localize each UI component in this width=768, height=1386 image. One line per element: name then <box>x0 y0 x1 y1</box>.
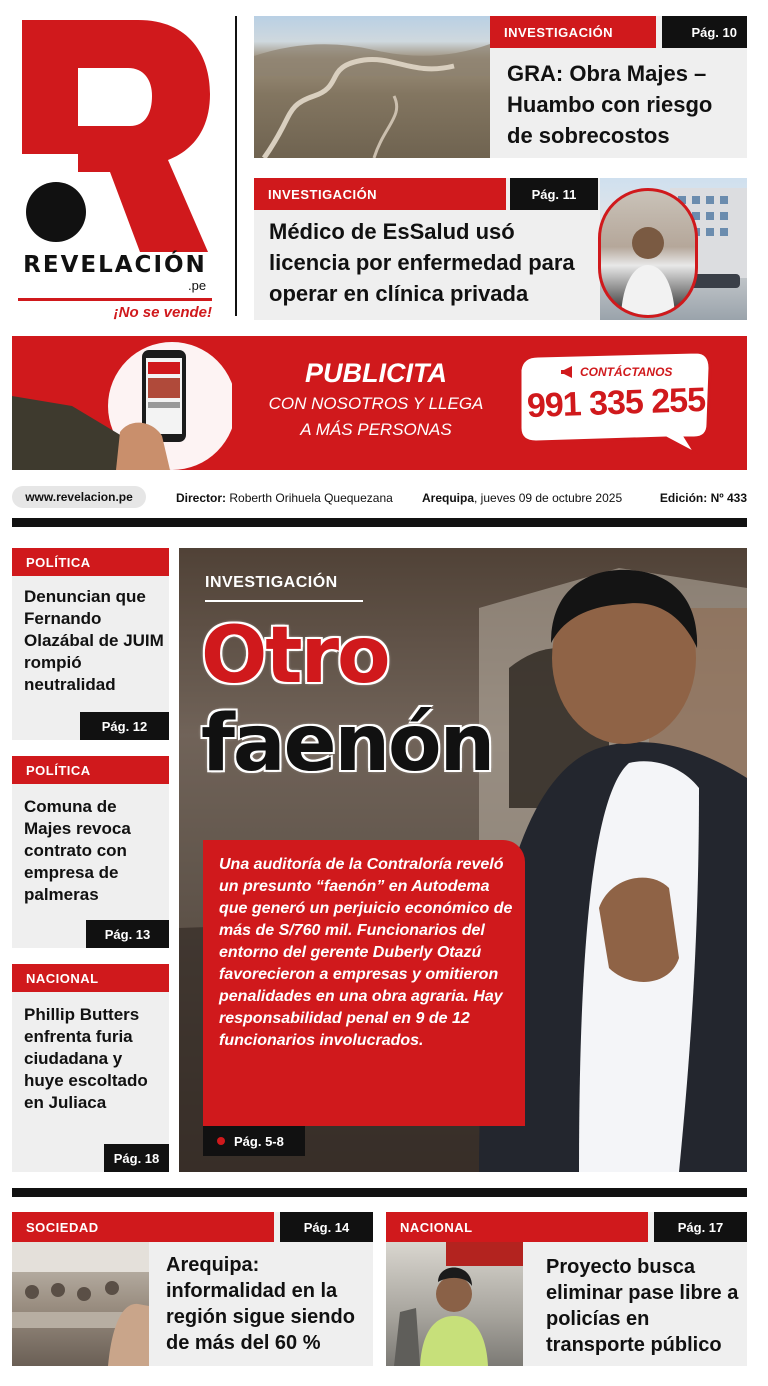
page-ref[interactable]: Pág. 18 <box>104 1144 169 1172</box>
section-tag: NACIONAL <box>12 964 169 992</box>
info-bar <box>12 482 747 512</box>
edition-label: Edición: <box>659 491 708 505</box>
ad-contact-label: CONTÁCTANOS <box>580 365 673 379</box>
ad-line2: A MÁS PERSONAS <box>300 420 452 439</box>
top-story-card[interactable] <box>254 16 747 158</box>
side-story-card[interactable] <box>12 964 169 1172</box>
page-ref[interactable]: Pág. 12 <box>80 712 169 740</box>
doctor-portrait-inset <box>598 188 698 318</box>
brand-domain: .pe <box>188 278 207 293</box>
page-ref[interactable]: Pág. 14 <box>280 1212 373 1242</box>
page-ref[interactable]: Pág. 13 <box>86 920 169 948</box>
main-page-label: Pág. 5-8 <box>234 1133 284 1149</box>
headline[interactable]: Proyecto busca eliminar pase libre a policías en transporte público <box>546 1256 739 1356</box>
bottom-story-card[interactable] <box>12 1212 373 1366</box>
masthead-vertical-divider <box>235 16 237 316</box>
bottom-story-card[interactable] <box>386 1212 747 1366</box>
advertisement-banner[interactable] <box>12 336 747 470</box>
main-section-underline <box>205 600 363 602</box>
main-summary: Una auditoría de la Contraloría reveló un presunto “faenón” en Autodema que generó un perjuicio económico de más de S/760 mil. Funcionarios del entorno del gerente Duberly Otazú favorecieron a empresas y omitieron penalidades en una obra agraria. Hay responsabilidad penal en 9 de 12 funcionarios involucrados. <box>219 856 513 1049</box>
ad-title: PUBLICITA <box>305 358 447 388</box>
headline[interactable]: GRA: Obra Majes – Huambo con riesgo de sobrecostos <box>507 61 713 148</box>
edition-number: Nº 433 <box>710 491 747 505</box>
main-story[interactable] <box>179 548 747 1172</box>
date: , jueves 09 de octubre 2025 <box>474 491 623 505</box>
date-info <box>422 491 622 505</box>
headline[interactable]: Arequipa: informalidad en la región sigue siendo de más del 60 % <box>166 1254 355 1354</box>
section-rule <box>12 1188 747 1197</box>
brand-divider <box>18 298 212 301</box>
section-rule <box>12 518 747 527</box>
workshop-photo <box>12 1242 149 1366</box>
page-ref[interactable]: Pág. 10 <box>662 16 747 48</box>
director-label: Director: <box>176 491 227 505</box>
ad-hand-phone-image <box>12 336 232 470</box>
page-ref[interactable]: Pág. 11 <box>510 178 598 210</box>
section-tag: SOCIEDAD <box>12 1212 274 1242</box>
main-title-line2[interactable]: faenón <box>201 699 494 789</box>
brand-slogan: ¡No se vende! <box>113 304 212 321</box>
section-tag: POLÍTICA <box>12 548 169 576</box>
city: Arequipa <box>422 491 475 505</box>
side-story-card[interactable] <box>12 548 169 740</box>
main-summary-box <box>203 840 525 1126</box>
main-section-tag: INVESTIGACIÓN <box>205 574 338 591</box>
headline[interactable]: Denuncian que Fernando Olazábal de JUIM rompió neutralidad <box>24 587 164 694</box>
section-tag: INVESTIGACIÓN <box>490 16 656 48</box>
top-story-card[interactable] <box>254 178 747 320</box>
director-name: Roberth Orihuela Quequezana <box>229 491 393 505</box>
headline[interactable]: Médico de EsSalud usó licencia por enfermedad para operar en clínica privada <box>269 219 575 306</box>
website-pill[interactable]: www.revelacion.pe <box>12 486 146 508</box>
bus-passenger-photo <box>386 1242 523 1366</box>
main-page-ref[interactable] <box>203 1126 305 1156</box>
headline[interactable]: Comuna de Majes revoca contrato con empresa de palmeras <box>24 797 131 904</box>
headline[interactable]: Phillip Butters enfrenta furia ciudadana y huye escoltado en Juliaca <box>24 1005 148 1112</box>
edition-info <box>660 491 747 505</box>
megaphone-icon <box>560 365 576 379</box>
section-tag: INVESTIGACIÓN <box>254 178 506 210</box>
masthead-logo[interactable] <box>18 16 214 326</box>
ad-contact-bubble[interactable] <box>510 350 714 454</box>
page-ref[interactable]: Pág. 17 <box>654 1212 747 1242</box>
ad-phone-number[interactable]: 991 335 255 <box>526 380 706 426</box>
ad-line1: CON NOSOTROS Y LLEGA <box>268 394 484 413</box>
section-tag: POLÍTICA <box>12 756 169 784</box>
logo-r-mark <box>18 16 214 256</box>
main-title-line1[interactable]: Otro <box>201 611 389 701</box>
side-story-card[interactable] <box>12 756 169 948</box>
desert-road-photo <box>254 16 490 158</box>
director-info <box>176 491 393 505</box>
brand-name: REVELACIÓN <box>23 252 207 278</box>
section-tag: NACIONAL <box>386 1212 648 1242</box>
bullet-dot-icon <box>217 1137 225 1145</box>
